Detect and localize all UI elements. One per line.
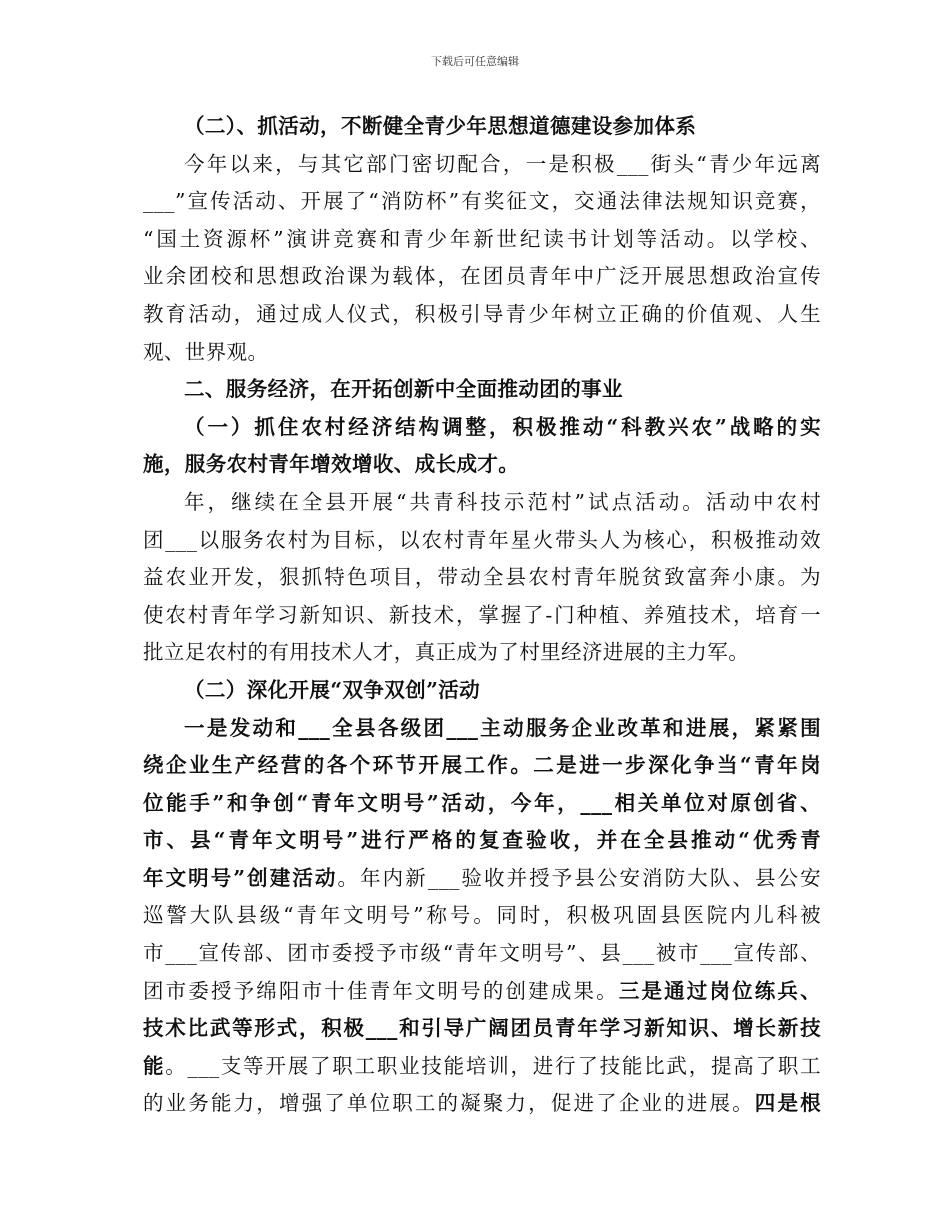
text-segment: 三是通过岗位练兵、 <box>618 978 821 1003</box>
paragraph-line <box>143 935 821 973</box>
paragraph-line <box>143 860 821 898</box>
paragraph-line: “国土资源杯”演讲竞赛和青少年新世纪读书计划等活动。以学校、 <box>143 226 821 251</box>
paragraph-line: 一是发动和___全县各级团___主动服务企业改革和进展，紧紧围 <box>184 715 821 740</box>
paragraph-line: 益农业开发，狠抓特色项目，带动全县农村青年脱贫致富奔小康。为 <box>143 565 821 590</box>
paragraph-line: 年，继续在全县开展“共青科技示范村”试点活动。活动中农村 <box>184 489 821 514</box>
text-segment: 四是根 <box>754 1091 821 1116</box>
heading-double-contest: （二）深化开展“双争双创”活动 <box>184 677 481 702</box>
paragraph-line: 团___以服务农村为目标，以农村青年星火带头人为核心，积极推动效 <box>143 527 821 552</box>
paragraph-line <box>143 973 821 1011</box>
paragraph-line: ___”宣传活动、开展了“消防杯”有奖征文，交通法律法规知识竞赛， <box>143 189 821 214</box>
heading-rural-economy: （一）抓住农村经济结构调整，积极推动“科教兴农”战略的实 <box>184 414 822 439</box>
paragraph-line <box>143 1010 821 1048</box>
paragraph-line: 绕企业生产经营的各个环节开展工作。二是进一步深化争当“青年岗 <box>143 753 821 778</box>
heading-serve-economy: 二、服务经济，在开拓创新中全面推动团的事业 <box>184 377 623 402</box>
paragraph-line: 业余团校和思想政治课为载体，在团员青年中广泛开展思想政治宣传 <box>143 264 821 289</box>
paragraph-line: 使农村青年学习新知识、新技术，掌握了-门种植、养殖技术，培育一 <box>143 602 821 627</box>
text-segment: 市___宣传部、团市委授予市级“青年文明号”、县___被市___宣传部、 <box>143 941 821 966</box>
paragraph-line: 位能手”和争创“青年文明号”活动，今年，___相关单位对原创省、 <box>143 790 821 815</box>
paragraph-line <box>143 1048 821 1086</box>
paragraph-line: 观、世界观。 <box>143 339 269 364</box>
heading-activities: （二）、抓活动，不断健全青少年思想道德建设参加体系 <box>184 114 697 138</box>
text-segment: 的业务能力，增强了单位职工的凝聚力，促进了企业的进展。 <box>143 1091 755 1116</box>
paragraph-line <box>143 897 821 935</box>
text-segment: 年文明号”创建活动 <box>143 865 338 890</box>
paragraph-line: 今年以来，与其它部门密切配合，一是积极___街头“青少年远离 <box>184 151 821 176</box>
heading-rural-economy-cont: 施，服务农村青年增效增收、成长成才。 <box>143 452 520 477</box>
text-segment: 。___支等开展了职工职业技能培训，进行了技能比武，提高了职工 <box>165 1053 821 1078</box>
text-segment: 。年内新___验收并授予县公安消防大队、县公安 <box>337 865 821 890</box>
page-header: 下载后可任意编辑 <box>431 55 519 68</box>
paragraph-line: 市、县“青年文明号”进行严格的复查验收，并在全县推动“优秀青 <box>143 828 821 853</box>
text-segment: 团市委授予绵阳市十佳青年文明号的创建成果。 <box>143 978 619 1003</box>
text-segment: 能 <box>143 1053 166 1078</box>
text-segment: 巡警大队县级“青年文明号”称号。同时，积极巩固县医院内儿科被 <box>143 903 821 928</box>
paragraph-line <box>143 1085 821 1123</box>
paragraph-line: 批立足农村的有用技术人才，真正成为了村里经济进展的主力军。 <box>143 640 750 665</box>
paragraph-line: 教育活动，通过成人仪式，积极引导青少年树立正确的价值观、人生 <box>143 301 821 326</box>
document-body <box>143 108 821 1123</box>
text-segment: 技术比武等形式，积极___和引导广阔团员青年学习新知识、增长新技 <box>143 1016 821 1041</box>
